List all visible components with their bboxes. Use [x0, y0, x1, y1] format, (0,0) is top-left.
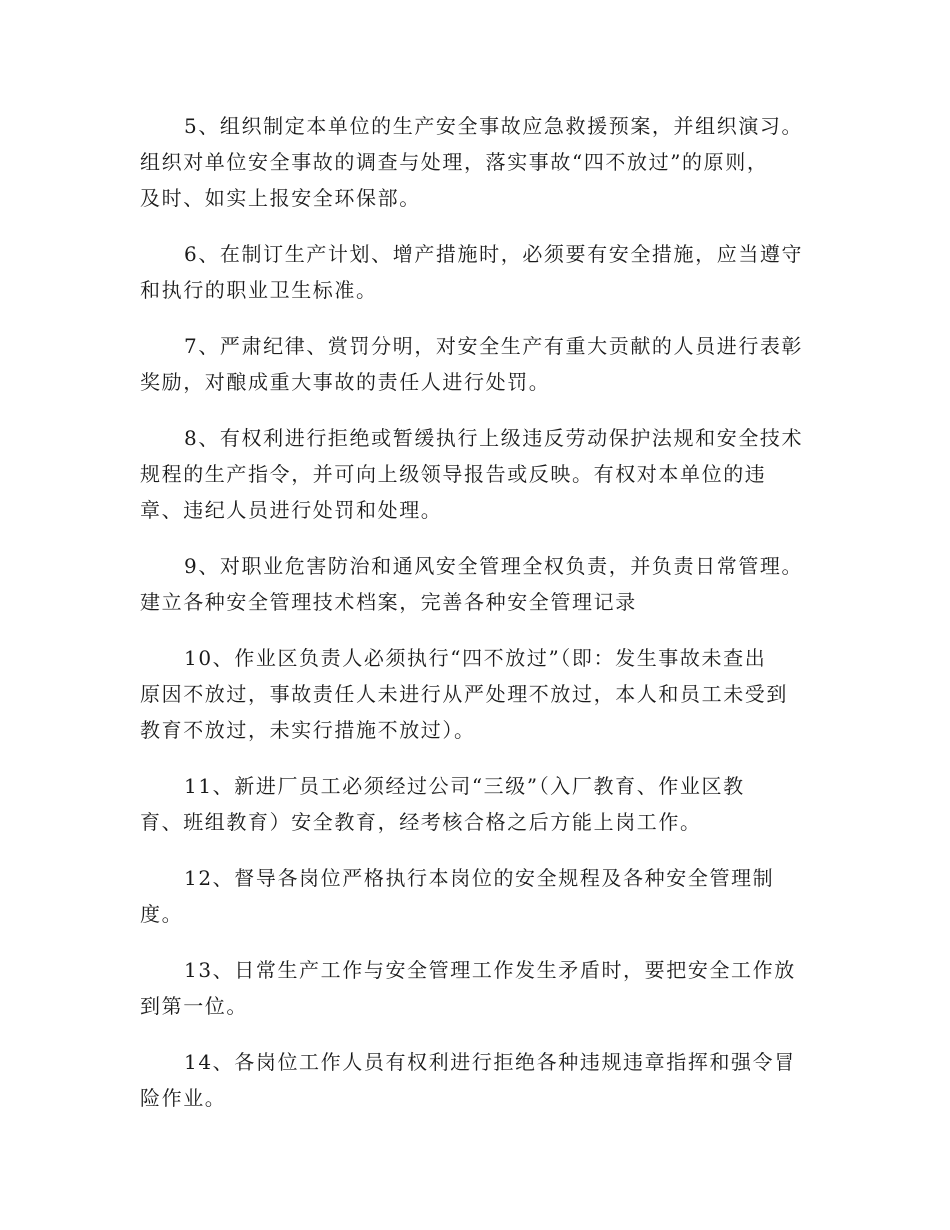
- paragraph-item-5: 5、组织制定本单位的生产安全事故应急救援预案，并组织演习。 组织对单位安全事故的调查与处理，落实事故“四不放过”的原则， 及时、如实上报安全环保部。: [140, 114, 804, 210]
- paragraph-item-13: 13、日常生产工作与安全管理工作发生矛盾时，要把安全工作放 到第一位。: [140, 958, 796, 1018]
- paragraph-item-7: 7、严肃纪律、赏罚分明，对安全生产有重大贡献的人员进行表彰 奖励，对酿成重大事故的责任人进行处罚。: [140, 334, 804, 394]
- paragraph-item-6: 6、在制订生产计划、增产措施时，必须要有安全措施，应当遵守 和执行的职业卫生标准。: [140, 242, 804, 302]
- document-body: [140, 108, 810, 1136]
- paragraph-item-14: 14、各岗位工作人员有权利进行拒绝各种违规违章指挥和强令冒 险作业。: [140, 1050, 796, 1110]
- paragraph-item-8: 8、有权利进行拒绝或暂缓执行上级违反劳动保护法规和安全技术 规程的生产指令，并可向上级领导报告或反映。有权对本单位的违 章、违纪人员进行处罚和处理。: [140, 426, 804, 522]
- paragraph-item-10: 10、作业区负责人必须执行“四不放过”（即：发生事故未查出 原因不放过，事故责任人未进行从严处理不放过，本人和员工未受到 教育不放过，未实行措施不放过）。: [140, 646, 788, 742]
- paragraph-item-12: 12、督导各岗位严格执行本岗位的安全规程及各种安全管理制 度。: [140, 866, 775, 926]
- paragraph-item-11: 11、新进厂员工必须经过公司“三级”（入厂教育、作业区教 育、班组教育）安全教育，经考核合格之后方能上岗工作。: [140, 774, 745, 834]
- paragraph-item-9: 9、对职业危害防治和通风安全管理全权负责，并负责日常管理。 建立各种安全管理技术档案，完善各种安全管理记录: [140, 554, 804, 614]
